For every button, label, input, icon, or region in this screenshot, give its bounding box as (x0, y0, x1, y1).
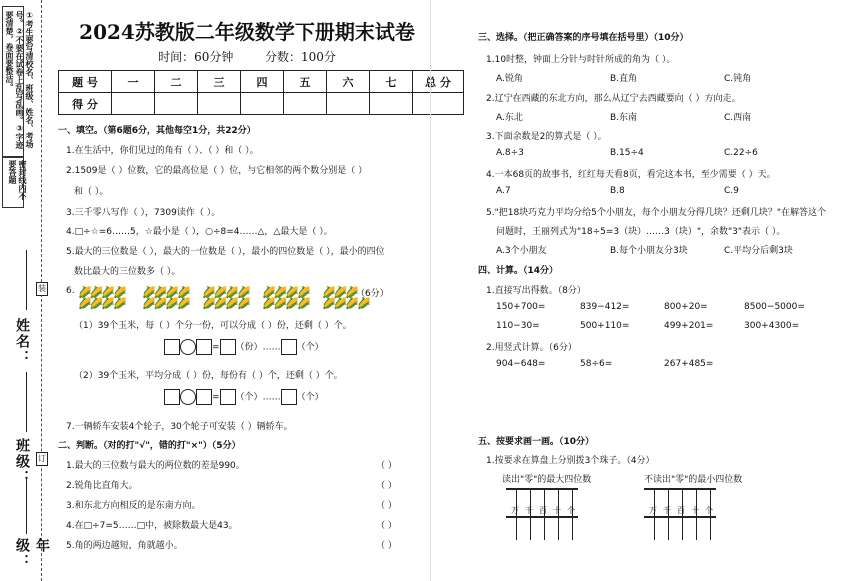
unit-label: （个） (296, 342, 324, 353)
abacus-label: 个 (705, 506, 713, 515)
exam-score: 分数：100分 (265, 50, 336, 64)
draw-caption-b: 不读出"零"的最小四位数 (644, 475, 743, 485)
choice-question-1: 1.10时整，钟面上分针与时针所成的角为（ ）。 (486, 55, 676, 65)
fill-question-3: 3.三千零八写作（ ），7309读作（ ）。 (66, 208, 221, 218)
choice-question-4: 4.一本68页的故事书，红红每天看8页，看完这本书，至少需要（ ）天。 (486, 170, 776, 180)
corn-icon: 🌽🌽🌽🌽 (262, 286, 309, 299)
fill-question-6-part1: （1）39个玉米，每（ ）个分一份，可以分成（ ）份，还剩（ ）个。 (74, 321, 352, 331)
calc-part-1-title: 1.直接写出得数。（8分） (486, 286, 586, 296)
score-table (58, 70, 464, 115)
unit-label: （个） (235, 392, 263, 403)
choice-3-option-c[interactable]: C.22÷6 (724, 148, 758, 158)
judge-question-5: 5.角的两边越短，角就越小。 (66, 541, 183, 551)
choice-4-option-c[interactable]: C.9 (724, 186, 739, 196)
choice-1-option-b[interactable]: B.直角 (610, 74, 638, 84)
calc-item[interactable]: 839−412= (580, 302, 630, 312)
choice-question-3: 3.下面余数是2的算式是（ ）。 (486, 132, 607, 142)
fill-question-6-score: （6分） (356, 289, 389, 299)
section-fill-title: 一、填空。（第6题6分，其他每空1分，共22分） (58, 126, 256, 136)
choice-4-option-a[interactable]: A.7 (496, 186, 511, 196)
grade-field[interactable] (26, 478, 27, 534)
corn-icon: 🌽🌽🌽🌽 (322, 297, 369, 310)
abacus-a[interactable] (506, 488, 578, 546)
choice-question-5a: 5."把18块巧克力平均分给5个小朋友，每个小朋友分得几块？还剩几块？"在解答这个 (486, 208, 827, 218)
corn-icon: 🌽🌽🌽🌽 (262, 297, 309, 310)
judge-answer-5[interactable]: （ ） (376, 541, 397, 551)
abacus-label: 百 (677, 506, 685, 515)
calc-item[interactable]: 300+4300= (744, 321, 800, 331)
class-label: 班级： (14, 438, 30, 486)
binding-strip (0, 0, 50, 581)
class-field[interactable] (26, 372, 27, 432)
section-calc-title: 四、计算。（14分） (478, 266, 559, 276)
seal-box (2, 156, 27, 208)
score-cell-3: 三 (198, 71, 241, 93)
seal-mark-outer: 订 (36, 452, 48, 466)
corn-group-3b (202, 292, 249, 311)
score-input[interactable] (327, 93, 370, 115)
calc-item[interactable]: 110−30= (496, 321, 540, 331)
judge-answer-4[interactable]: （ ） (376, 521, 397, 531)
score-input[interactable] (284, 93, 327, 115)
exam-time: 时间：60分钟 (158, 50, 234, 64)
calc-item[interactable]: 499+201= (664, 321, 714, 331)
choice-question-2: 2.辽宁在西藏的东北方向，那么从辽宁去西藏要向（ ）方向走。 (486, 94, 741, 104)
seal-notice: 密封线内不要答题 (8, 160, 27, 200)
corn-icon: 🌽🌽🌽🌽 (142, 286, 189, 299)
score-cell-total: 总 分 (413, 71, 464, 93)
exam-subtitle (58, 48, 436, 65)
calc-item[interactable]: 800+20= (664, 302, 708, 312)
score-table-row (59, 93, 464, 115)
judge-question-2: 2.锐角比直角大。 (66, 481, 138, 491)
fill-question-1: 1.在生活中，你们见过的角有（ ）、（ ）和（ ）。 (66, 146, 259, 156)
unit-label: （份） (235, 342, 263, 353)
choice-2-option-b[interactable]: B.东南 (610, 113, 638, 123)
score-cell-4: 四 (241, 71, 284, 93)
abacus-label: 万 (649, 506, 657, 515)
score-input[interactable] (198, 93, 241, 115)
seal-mark-inner: 装 (36, 282, 48, 296)
fill-question-7: 7.一辆轿车安装4个轮子，30个轮子可安装（ ）辆轿车。 (66, 422, 293, 432)
section-choice-title: 三、选择。（把正确答案的序号填在括号里）（10分） (478, 33, 689, 43)
choice-1-option-c[interactable]: C.钝角 (724, 74, 752, 84)
corn-group-row-2 (78, 292, 125, 311)
abacus-label: 十 (691, 506, 699, 515)
fill-question-5b: 数比最大的三位数多（ ）。 (74, 267, 181, 277)
corn-icon: 🌽🌽🌽🌽 (78, 297, 125, 310)
corn-group-4b (262, 292, 309, 311)
answer-box[interactable] (281, 339, 297, 355)
judge-answer-3[interactable]: （ ） (376, 501, 397, 511)
score-cell-1: 一 (112, 71, 155, 93)
abacus-label: 千 (663, 506, 671, 515)
answer-box[interactable] (164, 339, 180, 355)
judge-question-4: 4.在□÷7=5……□中，被除数最大是43。 (66, 521, 238, 531)
score-input[interactable] (112, 93, 155, 115)
abacus-label: 十 (553, 506, 561, 515)
calc-item[interactable]: 150+700= (496, 302, 546, 312)
answer-box[interactable] (220, 389, 236, 405)
corn-icon: 🌽🌽🌽🌽 (202, 297, 249, 310)
abacus-label: 百 (539, 506, 547, 515)
fill-question-6-number: 6. (66, 286, 75, 296)
abacus-label: 个 (567, 506, 575, 515)
choice-1-option-a[interactable]: A.锐角 (496, 74, 523, 84)
score-cell-5: 五 (284, 71, 327, 93)
fill-question-6-part2: （2）39个玉米，平均分成（ ）份，每份有（ ）个，还剩（ ）个。 (74, 371, 343, 381)
score-row-label: 得 分 (59, 93, 112, 115)
name-label: 姓名： (14, 318, 30, 366)
judge-answer-2[interactable]: （ ） (376, 481, 397, 491)
calc-item[interactable]: 500+110= (580, 321, 630, 331)
choice-3-option-a[interactable]: A.8÷3 (496, 148, 524, 158)
score-cell-label: 题 号 (59, 71, 112, 93)
answer-box[interactable] (196, 389, 212, 405)
abacus-label: 万 (511, 506, 519, 515)
choice-question-5b: 问题时，王丽列式为"18÷5=3（块）……3（块）"，余数"3"表示（ ）。 (496, 227, 786, 237)
choice-2-option-a[interactable]: A.东北 (496, 113, 523, 123)
choice-3-option-b[interactable]: B.15÷4 (610, 148, 644, 158)
vertical-calc-item[interactable]: 904−648= (496, 359, 546, 369)
score-input[interactable] (155, 93, 198, 115)
abacus-b[interactable] (644, 488, 716, 546)
judge-answer-1[interactable]: （ ） (376, 461, 397, 471)
grade-label: 年级： (14, 538, 50, 570)
score-input[interactable] (370, 93, 413, 115)
answer-box[interactable] (281, 389, 297, 405)
judge-question-1: 1.最大的三位数与最大的两位数的差是990。 (66, 461, 245, 471)
draw-question-1: 1.按要求在算盘上分别拨3个珠子。（4分） (486, 456, 655, 466)
score-table-header (59, 71, 464, 93)
notice-box (2, 6, 34, 158)
answer-box[interactable] (220, 339, 236, 355)
fill-question-2b: 和（ ）。 (74, 187, 109, 197)
name-field[interactable] (26, 250, 27, 310)
corn-icon: 🌽🌽🌽 (322, 286, 358, 299)
vertical-calc-item[interactable]: 58÷6= (580, 359, 613, 369)
section-judge-title: 二、判断。（对的打"√"，错的打"×"）（5分） (58, 441, 241, 451)
choice-5-option-b[interactable]: B.每个小朋友分3块 (610, 246, 688, 256)
answer-box[interactable] (196, 339, 212, 355)
choice-5-option-c[interactable]: C.平均分后剩3块 (724, 246, 793, 256)
score-input[interactable] (413, 93, 464, 115)
fill-question-5a: 5.最大的三位数是（ ），最大的一位数是（ ），最小的四位数是（ ），最小的四位 (66, 247, 385, 257)
calc-item[interactable]: 8500−5000= (744, 302, 805, 312)
exam-title: 2024苏教版二年级数学下册期末试卷 (79, 20, 415, 44)
calc-part-2-title: 2.用竖式计算。（6分） (486, 343, 577, 353)
equation-boxes-1: = （份）…… （个） (164, 339, 324, 355)
operator-circle[interactable] (180, 339, 196, 355)
unit-label: （个） (296, 392, 324, 403)
score-cell-2: 二 (155, 71, 198, 93)
fill-question-4: 4.□÷☆=6……5，☆最小是（ ），○÷8=4……△，△最大是（ ）。 (66, 227, 333, 237)
vertical-calc-item[interactable]: 267+485= (664, 359, 714, 369)
exam-notice: ①考生要写清校名、班级、姓名、考场号。②不要在试卷上乱写乱画。③字迹要清楚，卷面要整洁。 (5, 11, 34, 149)
score-cell-7: 七 (370, 71, 413, 93)
answer-box[interactable] (164, 389, 180, 405)
choice-5-option-a[interactable]: A.3个小朋友 (496, 246, 547, 256)
choice-4-option-b[interactable]: B.8 (610, 186, 625, 196)
corn-icon: 🌽🌽🌽🌽 (202, 286, 249, 299)
score-input[interactable] (241, 93, 284, 115)
score-cell-6: 六 (327, 71, 370, 93)
equation-boxes-2: = （个）…… （个） (164, 389, 324, 405)
abacus-label: 千 (525, 506, 533, 515)
draw-caption-a: 读出"零"的最大四位数 (502, 475, 592, 485)
judge-question-3: 3.和东北方向相反的是东南方向。 (66, 501, 201, 511)
choice-2-option-c[interactable]: C.西南 (724, 113, 752, 123)
section-draw-title: 五、按要求画一画。（10分） (478, 437, 595, 447)
corn-group-2b (142, 292, 189, 311)
corn-icon: 🌽🌽🌽🌽 (142, 297, 189, 310)
page-divider (430, 0, 431, 581)
corn-icon: 🌽🌽🌽🌽 (78, 286, 125, 299)
fill-question-2a: 2.1509是（ ）位数，它的最高位是（ ）位，与它相邻的两个数分别是（ ） (66, 166, 368, 176)
operator-circle[interactable] (180, 389, 196, 405)
